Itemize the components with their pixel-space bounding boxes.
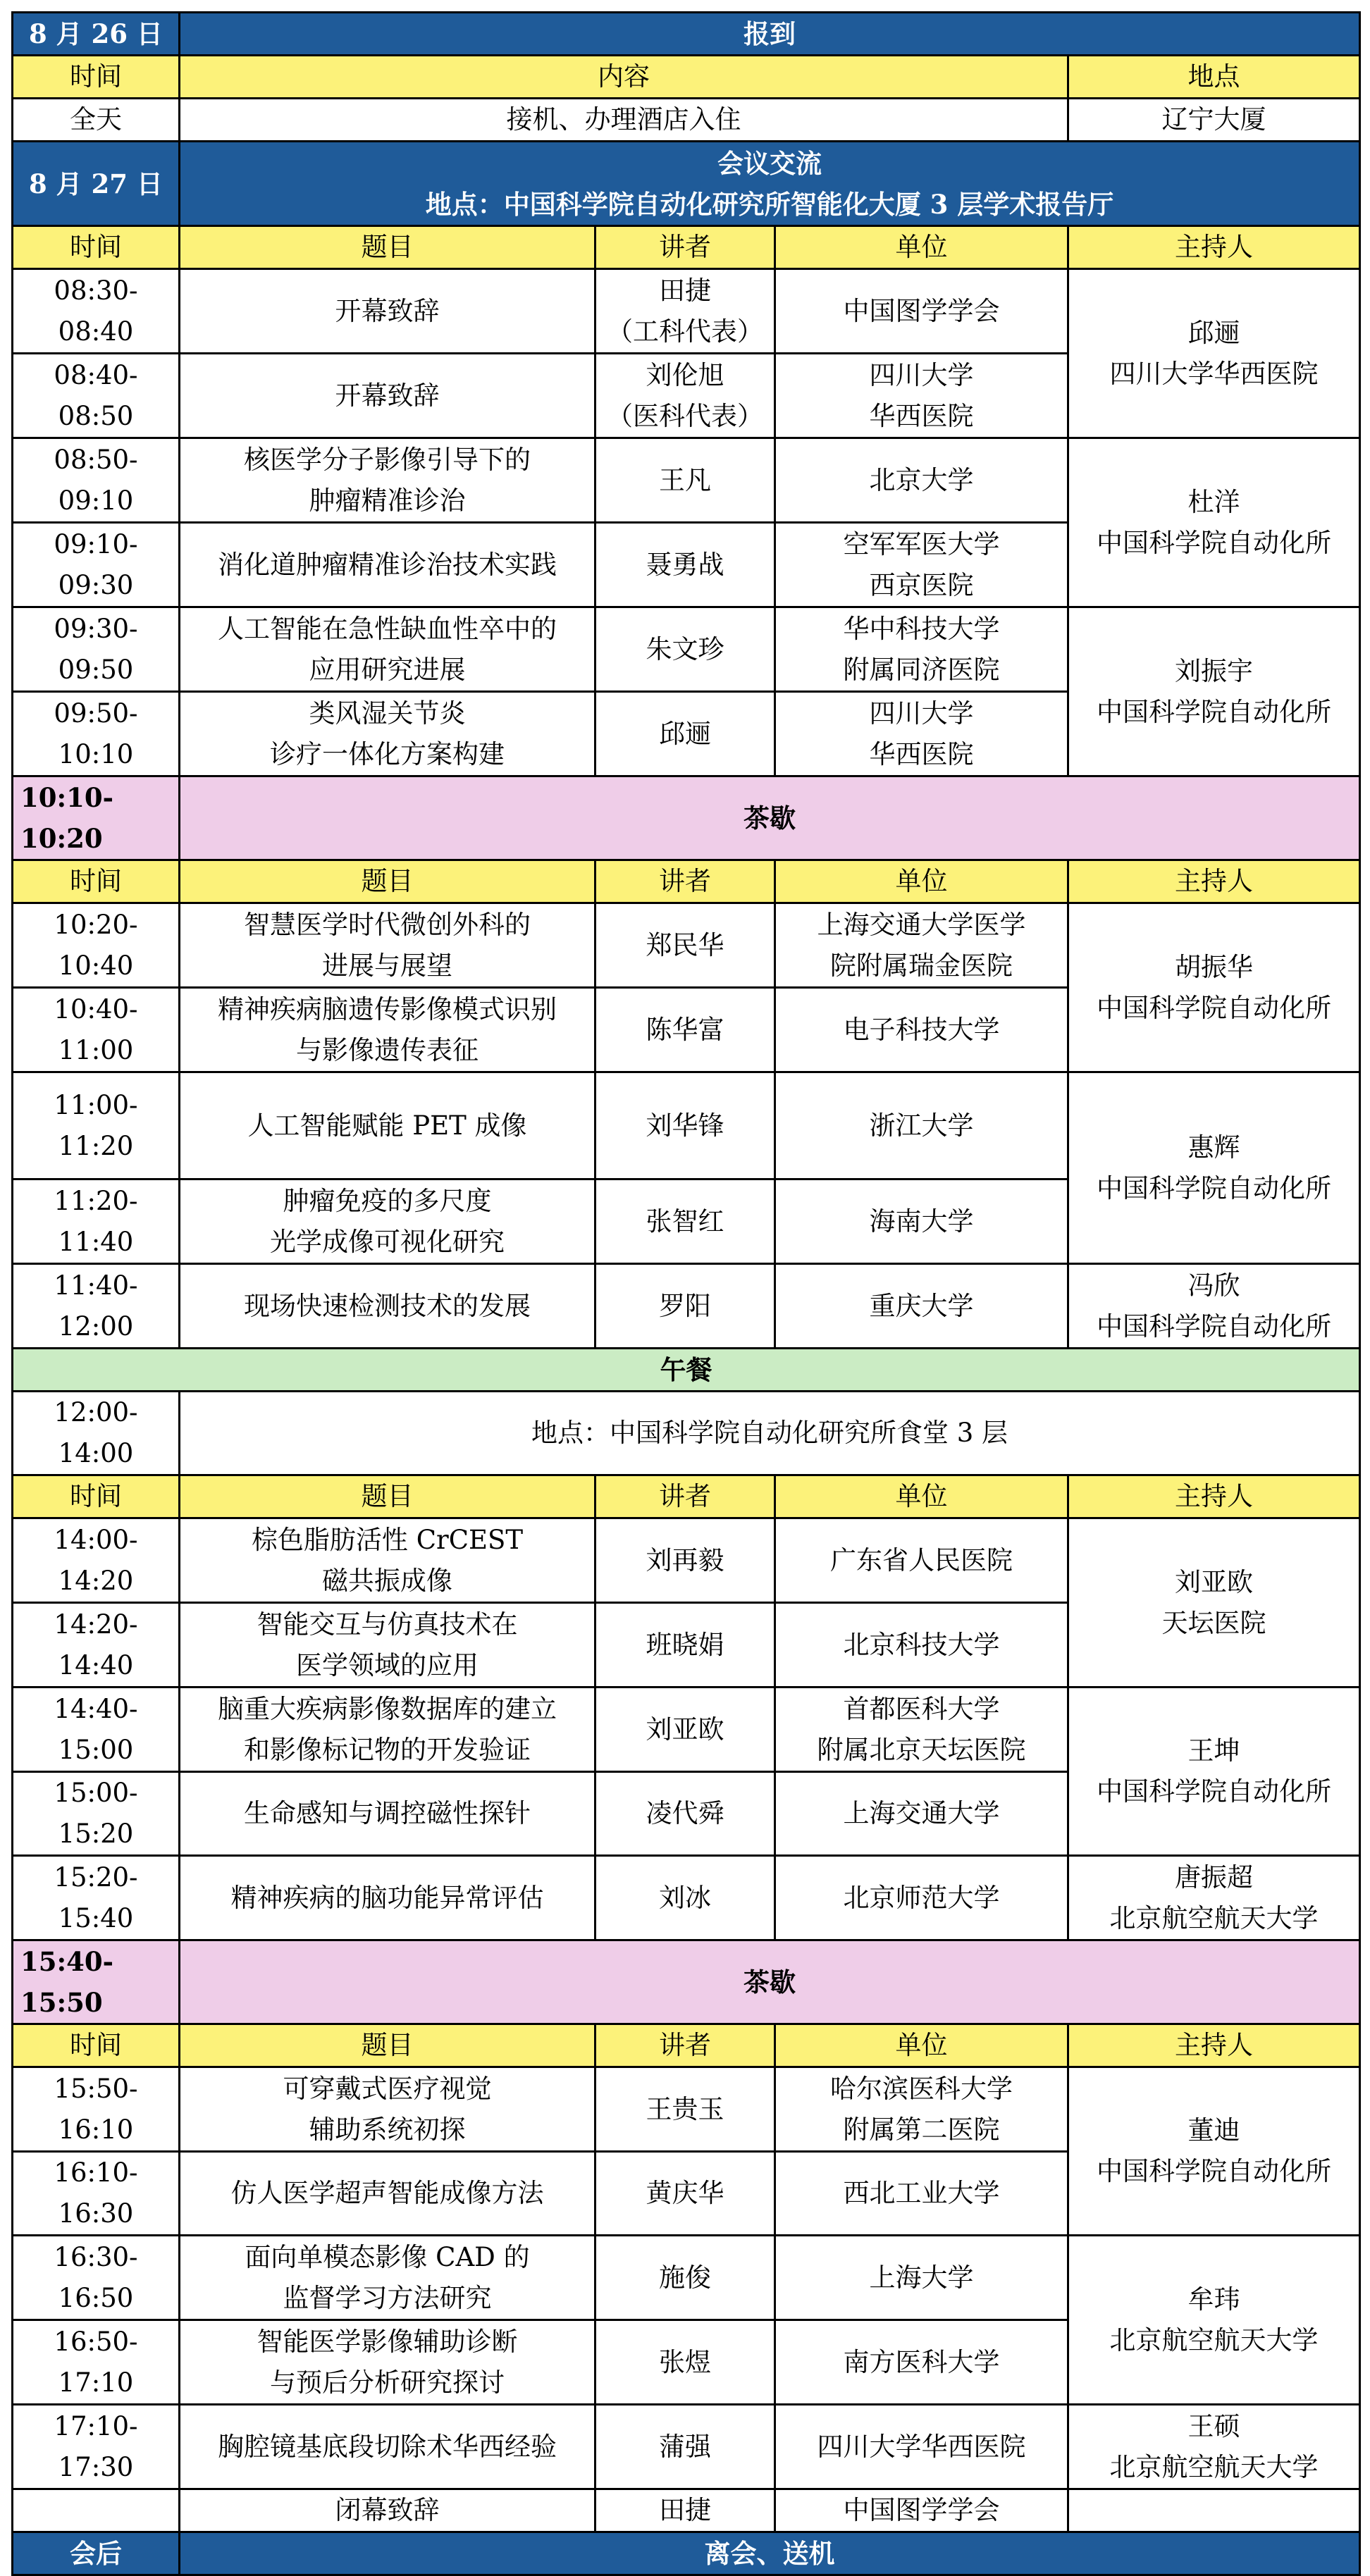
header-time: 时间 — [13, 1475, 180, 1518]
header-title: 题目 — [180, 1475, 595, 1518]
talk-title: 开幕致辞 — [180, 354, 595, 438]
talk-speaker: 刘再毅 — [595, 1518, 775, 1603]
talk-speaker: 施俊 — [595, 2236, 775, 2320]
session-host: 王坤 中国科学院自动化所 — [1068, 1688, 1360, 1856]
column-headers — [13, 2024, 1360, 2067]
day1-content: 接机、办理酒店入住 — [180, 99, 1068, 142]
closing-host — [1068, 2489, 1360, 2532]
talk-title: 智能交互与仿真技术在 医学领域的应用 — [180, 1603, 595, 1688]
talk-title: 脑重大疾病影像数据库的建立 和影像标记物的开发验证 — [180, 1688, 595, 1772]
talk-time: 11:00-11:20 — [13, 1072, 180, 1179]
talk-row — [13, 2067, 1360, 2152]
session-host: 牟玮 北京航空航天大学 — [1068, 2236, 1360, 2405]
closing-row — [13, 2489, 1360, 2532]
column-headers — [13, 860, 1360, 903]
talk-row — [13, 1856, 1360, 1940]
talk-title: 类风湿关节炎 诊疗一体化方案构建 — [180, 692, 595, 776]
header-host: 主持人 — [1068, 226, 1360, 269]
tea-break-row — [13, 776, 1360, 860]
header-speaker: 讲者 — [595, 226, 775, 269]
header-time: 时间 — [13, 226, 180, 269]
talk-time: 11:20-11:40 — [13, 1179, 180, 1264]
talk-time: 16:10-16:30 — [13, 2152, 180, 2236]
talk-time: 16:50-17:10 — [13, 2320, 180, 2405]
lunch-detail-row — [13, 1392, 1360, 1475]
tea-break-row — [13, 1940, 1360, 2024]
closing-speaker: 田捷 — [595, 2489, 775, 2532]
talk-unit: 四川大学 华西医院 — [775, 354, 1068, 438]
talk-time: 15:00-15:20 — [13, 1772, 180, 1856]
talk-unit: 重庆大学 — [775, 1264, 1068, 1349]
talk-speaker: 郑民华 — [595, 903, 775, 988]
talk-speaker: 刘伦旭 （医科代表） — [595, 354, 775, 438]
column-headers — [13, 226, 1360, 269]
lunch-place: 地点：中国科学院自动化研究所食堂 3 层 — [180, 1392, 1360, 1475]
header-title: 题目 — [180, 860, 595, 903]
talk-speaker: 邱逦 — [595, 692, 775, 776]
talk-unit: 海南大学 — [775, 1179, 1068, 1264]
header-unit: 单位 — [775, 1475, 1068, 1518]
talk-row — [13, 438, 1360, 523]
talk-title: 现场快速检测技术的发展 — [180, 1264, 595, 1349]
after-label: 离会、送机 — [180, 2532, 1360, 2575]
talk-unit: 南方医科大学 — [775, 2320, 1068, 2405]
talk-unit: 西北工业大学 — [775, 2152, 1068, 2236]
talk-title: 人工智能赋能 PET 成像 — [180, 1072, 595, 1179]
column-headers — [13, 1475, 1360, 1518]
lunch-row — [13, 1349, 1360, 1392]
talk-row — [13, 1264, 1360, 1349]
talk-time: 10:40-11:00 — [13, 988, 180, 1072]
session-host: 杜洋 中国科学院自动化所 — [1068, 438, 1360, 607]
day2-header-row — [13, 142, 1360, 226]
lunch-label: 午餐 — [13, 1349, 1360, 1392]
talk-title: 精神疾病脑遗传影像模式识别 与影像遗传表征 — [180, 988, 595, 1072]
closing-unit: 中国图学学会 — [775, 2489, 1068, 2532]
talk-time: 15:20-15:40 — [13, 1856, 180, 1940]
talk-speaker: 班晓娟 — [595, 1603, 775, 1688]
session-host: 冯欣 中国科学院自动化所 — [1068, 1264, 1360, 1349]
header-content: 内容 — [180, 56, 1068, 99]
talk-title: 开幕致辞 — [180, 269, 595, 354]
talk-row — [13, 1518, 1360, 1603]
talk-row — [13, 2236, 1360, 2320]
talk-speaker: 刘华锋 — [595, 1072, 775, 1179]
header-time: 时间 — [13, 860, 180, 903]
talk-speaker: 王凡 — [595, 438, 775, 523]
talk-time: 17:10-17:30 — [13, 2405, 180, 2489]
talk-row — [13, 1688, 1360, 1772]
closing-time — [13, 2489, 180, 2532]
talk-speaker: 罗阳 — [595, 1264, 775, 1349]
day1-column-headers — [13, 56, 1360, 99]
header-host: 主持人 — [1068, 860, 1360, 903]
talk-speaker: 陈华富 — [595, 988, 775, 1072]
talk-title: 仿人医学超声智能成像方法 — [180, 2152, 595, 2236]
talk-time: 11:40-12:00 — [13, 1264, 180, 1349]
break-time: 10:10-10:20 — [13, 776, 180, 860]
talk-speaker: 朱文珍 — [595, 607, 775, 692]
talk-unit: 上海交通大学 — [775, 1772, 1068, 1856]
header-speaker: 讲者 — [595, 2024, 775, 2067]
talk-speaker: 聂勇战 — [595, 523, 775, 607]
session-host: 王硕 北京航空航天大学 — [1068, 2405, 1360, 2489]
talk-time: 14:20-14:40 — [13, 1603, 180, 1688]
talk-row — [13, 269, 1360, 354]
talk-time: 14:40-15:00 — [13, 1688, 180, 1772]
session-host: 董迪 中国科学院自动化所 — [1068, 2067, 1360, 2236]
talk-time: 14:00-14:20 — [13, 1518, 180, 1603]
talk-speaker: 刘冰 — [595, 1856, 775, 1940]
talk-row — [13, 607, 1360, 692]
talk-unit: 电子科技大学 — [775, 988, 1068, 1072]
talk-title: 肿瘤免疫的多尺度 光学成像可视化研究 — [180, 1179, 595, 1264]
header-time: 时间 — [13, 2024, 180, 2067]
talk-unit: 四川大学华西医院 — [775, 2405, 1068, 2489]
header-host: 主持人 — [1068, 2024, 1360, 2067]
talk-time: 08:50-09:10 — [13, 438, 180, 523]
lunch-time: 12:00-14:00 — [13, 1392, 180, 1475]
talk-row — [13, 1072, 1360, 1179]
session-host: 刘亚欧 天坛医院 — [1068, 1518, 1360, 1688]
talk-speaker: 黄庆华 — [595, 2152, 775, 2236]
talk-title: 智慧医学时代微创外科的 进展与展望 — [180, 903, 595, 988]
after-time: 会后 — [13, 2532, 180, 2575]
talk-time: 10:20-10:40 — [13, 903, 180, 988]
closing-title: 闭幕致辞 — [180, 2489, 595, 2532]
talk-time: 15:50-16:10 — [13, 2067, 180, 2152]
talk-time: 16:30-16:50 — [13, 2236, 180, 2320]
talk-title: 可穿戴式医疗视觉 辅助系统初探 — [180, 2067, 595, 2152]
session-host: 惠辉 中国科学院自动化所 — [1068, 1072, 1360, 1264]
talk-title: 核医学分子影像引导下的 肿瘤精准诊治 — [180, 438, 595, 523]
break-time: 15:40-15:50 — [13, 1940, 180, 2024]
talk-unit: 上海交通大学医学 院附属瑞金医院 — [775, 903, 1068, 988]
talk-title: 生命感知与调控磁性探针 — [180, 1772, 595, 1856]
talk-unit: 北京师范大学 — [775, 1856, 1068, 1940]
talk-unit: 哈尔滨医科大学 附属第二医院 — [775, 2067, 1068, 2152]
day2-venue: 地点：中国科学院自动化研究所智能化大厦 3 层学术报告厅 — [425, 188, 1114, 220]
break-label: 茶歇 — [180, 776, 1360, 860]
talk-speaker: 凌代舜 — [595, 1772, 775, 1856]
header-time: 时间 — [13, 56, 180, 99]
talk-unit: 首都医科大学 附属北京天坛医院 — [775, 1688, 1068, 1772]
talk-speaker: 张煜 — [595, 2320, 775, 2405]
header-place: 地点 — [1068, 56, 1360, 99]
break-label: 茶歇 — [180, 1940, 1360, 2024]
talk-title: 胸腔镜基底段切除术华西经验 — [180, 2405, 595, 2489]
day1-date: 8 月 26 日 — [13, 13, 180, 56]
header-speaker: 讲者 — [595, 1475, 775, 1518]
talk-unit: 北京科技大学 — [775, 1603, 1068, 1688]
header-unit: 单位 — [775, 860, 1068, 903]
talk-unit: 北京大学 — [775, 438, 1068, 523]
day2-title: 会议交流 — [717, 147, 822, 179]
day1-row — [13, 99, 1360, 142]
talk-speaker: 王贵玉 — [595, 2067, 775, 2152]
talk-title: 智能医学影像辅助诊断 与预后分析研究探讨 — [180, 2320, 595, 2405]
talk-title: 精神疾病的脑功能异常评估 — [180, 1856, 595, 1940]
session-host: 胡振华 中国科学院自动化所 — [1068, 903, 1360, 1072]
header-title: 题目 — [180, 2024, 595, 2067]
session-host: 刘振宇 中国科学院自动化所 — [1068, 607, 1360, 776]
talk-speaker: 刘亚欧 — [595, 1688, 775, 1772]
talk-time: 09:10-09:30 — [13, 523, 180, 607]
day1-place: 辽宁大厦 — [1068, 99, 1360, 142]
talk-title: 消化道肿瘤精准诊治技术实践 — [180, 523, 595, 607]
header-speaker: 讲者 — [595, 860, 775, 903]
day2-date: 8 月 27 日 — [13, 142, 180, 226]
header-host: 主持人 — [1068, 1475, 1360, 1518]
day1-title: 报到 — [180, 13, 1360, 56]
talk-unit: 四川大学 华西医院 — [775, 692, 1068, 776]
talk-unit: 中国图学学会 — [775, 269, 1068, 354]
talk-time: 09:50-10:10 — [13, 692, 180, 776]
talk-row — [13, 903, 1360, 988]
talk-speaker: 蒲强 — [595, 2405, 775, 2489]
talk-unit: 上海大学 — [775, 2236, 1068, 2320]
header-unit: 单位 — [775, 2024, 1068, 2067]
header-unit: 单位 — [775, 226, 1068, 269]
day1-time: 全天 — [13, 99, 180, 142]
talk-title: 棕色脂肪活性 CrCEST 磁共振成像 — [180, 1518, 595, 1603]
talk-title: 人工智能在急性缺血性卒中的 应用研究进展 — [180, 607, 595, 692]
header-title: 题目 — [180, 226, 595, 269]
talk-row — [13, 2405, 1360, 2489]
session-host: 唐振超 北京航空航天大学 — [1068, 1856, 1360, 1940]
talk-speaker: 田捷 （工科代表） — [595, 269, 775, 354]
day2-title-block — [180, 142, 1360, 226]
talk-time: 09:30-09:50 — [13, 607, 180, 692]
talk-unit: 空军军医大学 西京医院 — [775, 523, 1068, 607]
talk-unit: 华中科技大学 附属同济医院 — [775, 607, 1068, 692]
talk-time: 08:40-08:50 — [13, 354, 180, 438]
talk-unit: 广东省人民医院 — [775, 1518, 1068, 1603]
session-host: 邱逦 四川大学华西医院 — [1068, 269, 1360, 438]
talk-title: 面向单模态影像 CAD 的 监督学习方法研究 — [180, 2236, 595, 2320]
talk-speaker: 张智红 — [595, 1179, 775, 1264]
day1-header-row — [13, 13, 1360, 56]
schedule-table — [11, 11, 1361, 2576]
talk-time: 08:30-08:40 — [13, 269, 180, 354]
talk-unit: 浙江大学 — [775, 1072, 1068, 1179]
after-row — [13, 2532, 1360, 2575]
